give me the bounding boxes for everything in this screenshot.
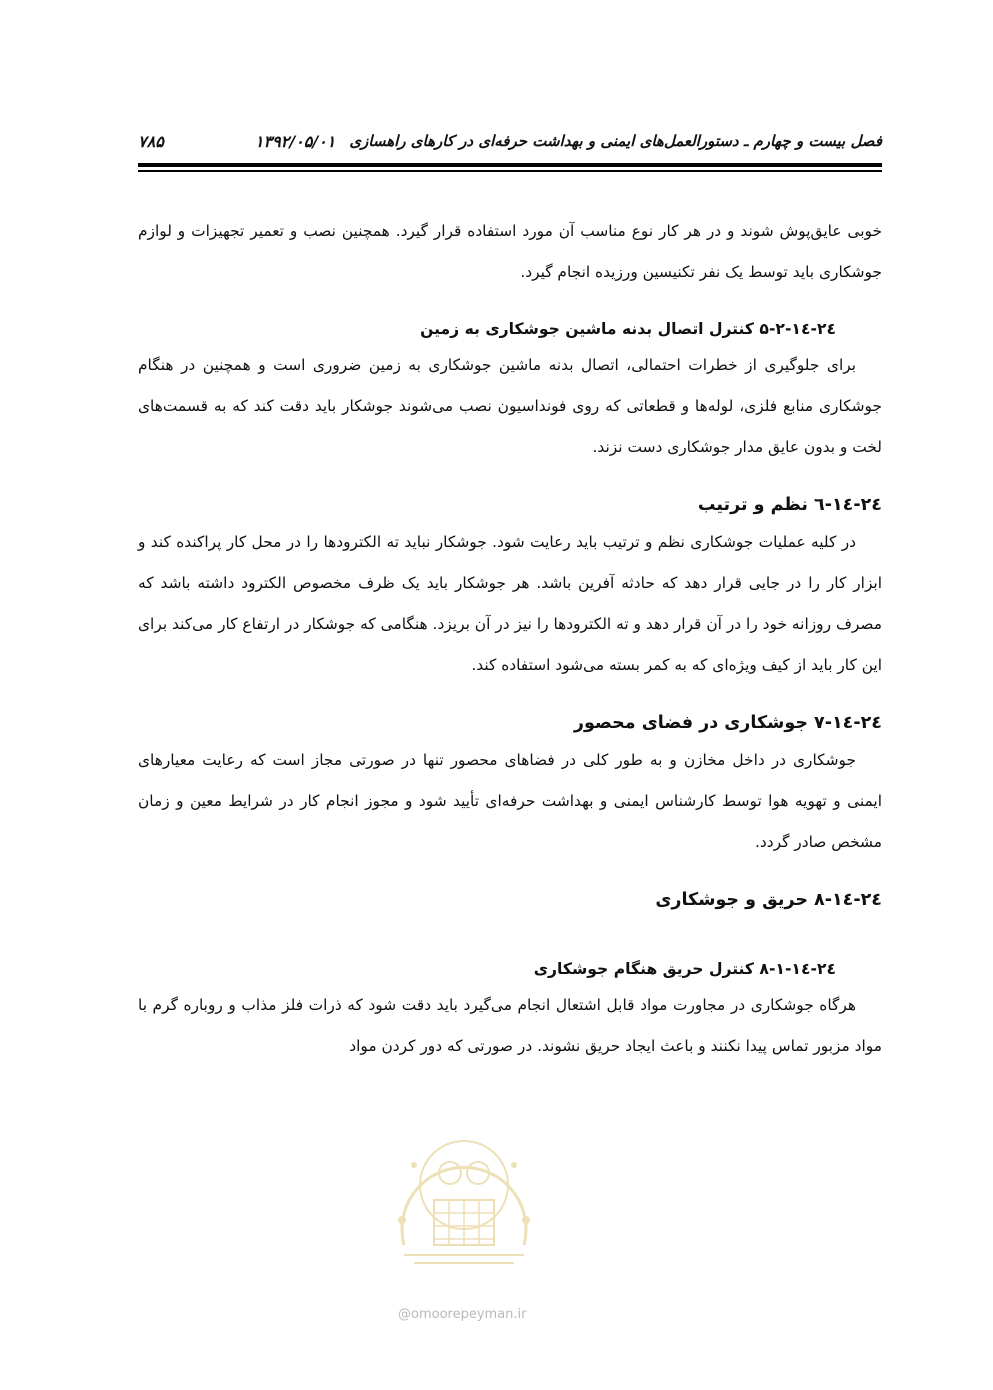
heading-24-14-8-1: ۲٤-۱٤-۸-۱ کنترل حریق هنگام جوشکاری: [533, 960, 836, 978]
paragraph-fire-control: هرگاه جوشکاری در مجاورت مواد قابل اشتعال انجام می‌گیرد باید دقت شود که ذرات فلز مذاب و روباره گرم با مواد مزبور تماس پیدا نکنند و باعث ایجاد حریق نشوند. در صورتی که دور کردن مواد: [138, 996, 882, 1055]
header-title-group: [255, 132, 882, 151]
header-rule-thin: [138, 170, 882, 172]
paragraph-confined-space: جوشکاری در داخل مخازن و به طور کلی در فضاهای محصور تنها در صورتی مجاز است که رعایت معیارهای ایمنی و تهویه هوا توسط کارشناس ایمنی و بهداشت حرفه‌ای تأیید شود و مجوز انجام کار در شرایط معین و زمان مشخص صادر گردد.: [138, 751, 882, 851]
document-page: [138, 0, 882, 1390]
paragraph-grounding: برای جلوگیری از خطرات احتمالی، اتصال بدنه ماشین جوشکاری به زمین ضروری است و همچنین در هنگام جوشکاری منابع فلزی، لوله‌ها و قطعاتی که روی فونداسیون نصب می‌شوند جوشکار باید دقت کند که به قسمت‌های لخت و بدون عایق مدار جوشکاری دست نزند.: [138, 356, 882, 456]
heading-24-14-7: ۲٤-۱٤-۷ جوشکاری در فضای محصور: [573, 713, 882, 733]
running-header: [138, 126, 882, 156]
chapter-title: فصل بیست و چهارم ـ دستورالعمل‌های ایمنی و بهداشت حرفه‌ای در کارهای راهسازی: [349, 132, 882, 150]
heading-24-14-5-2: ۲٤-۱٤-۵-۲ کنترل اتصال بدنه ماشین جوشکاری به زمین: [420, 320, 836, 338]
watermark-text: @omoorepeyman.ir: [398, 1307, 527, 1322]
heading-24-14-8: ۲٤-۱٤-۸ حریق و جوشکاری: [655, 890, 882, 910]
page-content: [138, 211, 882, 1067]
paragraph-order: در کلیه عملیات جوشکاری نظم و ترتیب باید رعایت شود. جوشکار نباید ته الکترودها را در محل کار پراکنده کند و ابزار کار را در جایی قرار دهد که حادثه آفرین باشد. هر جوشکار باید یک ظرف مخصوص الکترود داشته باشد که مصرف روزانه خود را در آن قرار دهد و ته الکترودها را نیز در آن بریزد. هنگامی که جوشکار در ارتفاع کار می‌کند برای این کار باید از کیف ویژه‌ای که به کمر بسته می‌شود استفاده کند.: [138, 533, 882, 674]
header-rule-thick: [138, 163, 882, 167]
page-number: ۷۸۵: [138, 131, 164, 151]
header-date: ۱۳۹۲/۰۵/۰۱: [254, 131, 336, 151]
heading-24-14-6: ۲٤-۱٤-٦ نظم و ترتیب: [697, 495, 882, 515]
paragraph-insulation: خوبی عایق‌پوش شوند و در هر کار نوع مناسب آن مورد استفاده قرار گیرد. همچنین نصب و تعمیر تجهیزات و لوازم جوشکاری باید توسط یک نفر تکنیسین ورزیده انجام گیرد.: [138, 222, 882, 281]
